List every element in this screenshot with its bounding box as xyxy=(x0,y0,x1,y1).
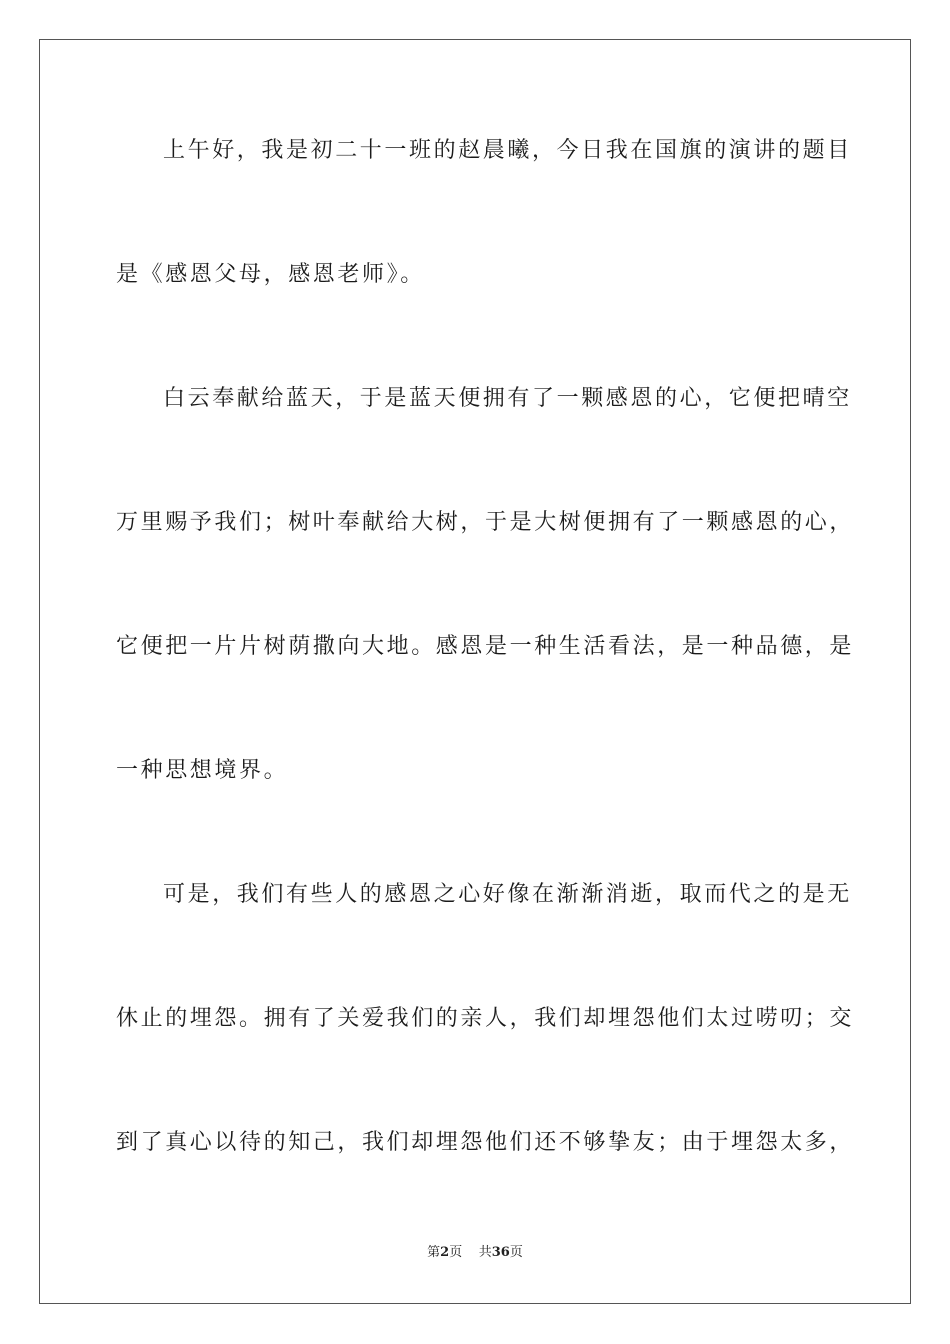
footer-prefix: 第 xyxy=(427,1245,441,1260)
page-footer xyxy=(0,1244,950,1262)
footer-total-prefix: 共 xyxy=(478,1245,492,1260)
text-line: 白云奉献给蓝天，于是蓝天便拥有了一颗感恩的心，它便把晴空 xyxy=(163,386,852,411)
footer-page-suffix: 页 xyxy=(449,1245,463,1260)
text-line: 它便把一片片树荫撒向大地。感恩是一种生活看法，是一种品德，是 xyxy=(116,634,855,659)
page-border xyxy=(39,39,911,1304)
text-line: 休止的埋怨。拥有了关爱我们的亲人，我们却埋怨他们太过唠叨；交 xyxy=(116,1006,855,1031)
text-line: 万里赐予我们；树叶奉献给大树，于是大树便拥有了一颗感恩的心， xyxy=(116,510,855,535)
text-line: 是《感恩父母，感恩老师》。 xyxy=(116,262,425,287)
text-line: 可是，我们有些人的感恩之心好像在渐渐消逝，取而代之的是无 xyxy=(163,882,852,907)
text-line: 上午好，我是初二十一班的赵晨曦，今日我在国旗的演讲的题目 xyxy=(163,138,852,163)
footer-total-suffix: 页 xyxy=(509,1245,523,1260)
total-page-count: 36 xyxy=(491,1245,510,1260)
text-line: 到了真心以待的知己，我们却埋怨他们还不够挚友；由于埋怨太多， xyxy=(116,1130,855,1155)
current-page-number: 2 xyxy=(440,1245,450,1260)
text-line: 一种思想境界。 xyxy=(116,758,289,783)
